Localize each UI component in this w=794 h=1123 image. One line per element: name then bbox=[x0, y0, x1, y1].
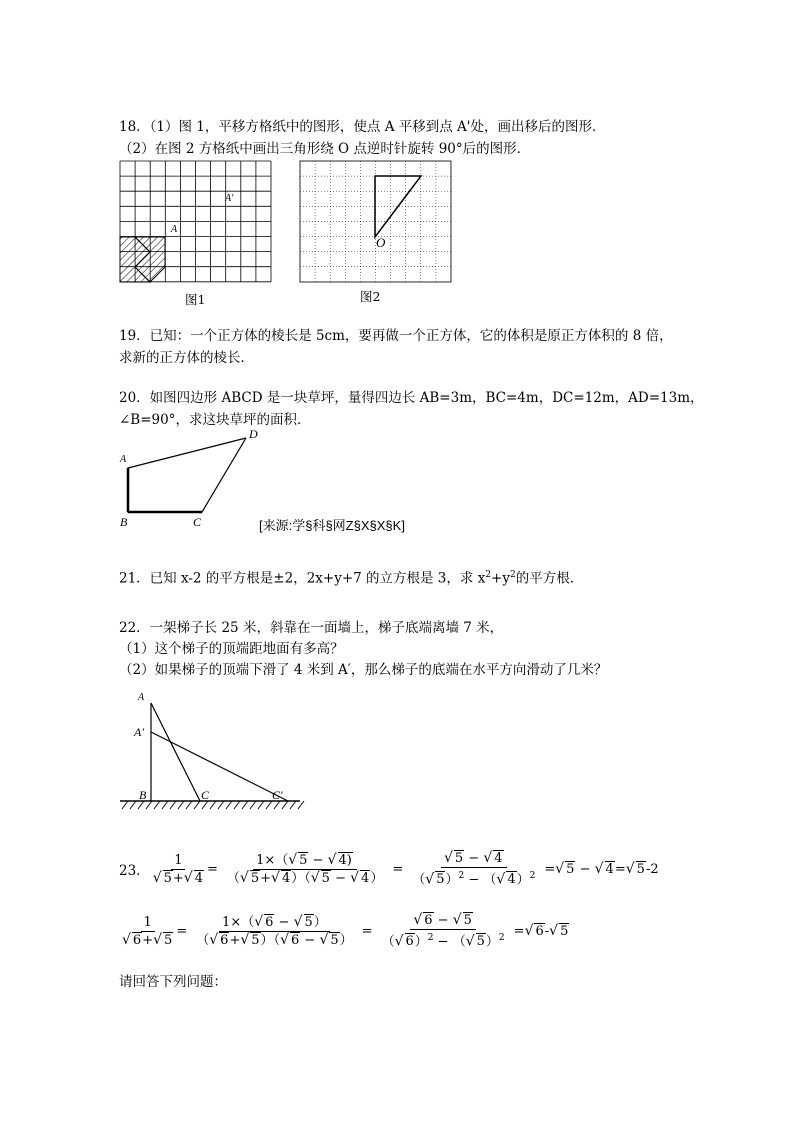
quadrilateral-figure bbox=[120, 430, 260, 520]
fig1-caption: 图1 bbox=[185, 292, 206, 307]
q22-label-B: B bbox=[139, 788, 147, 802]
q20-label-B: B bbox=[120, 515, 128, 529]
eq1-frac-c: $\frac{√ 5 - √ 4}{(√ 5)^2 - (√ 4)^2}$ bbox=[412, 850, 536, 888]
q23-number: 23． bbox=[119, 863, 150, 880]
q20-line2: ∠B=90°，求这块草坪的面积． bbox=[119, 412, 311, 428]
q22-line3: （2）如果梯子的顶端下滑了 4 米到 A′，那么梯子的底端在水平方向滑动了几米？ bbox=[119, 662, 608, 678]
q19-line1: 19．已知：一个正方体的棱长是 5cm，要再做一个正方体，它的体积是原正方体积的 8 倍， bbox=[119, 328, 673, 344]
q20-source-note: [来源:学§科§网Z§X§X§K] bbox=[259, 518, 405, 533]
q21-mid: +y bbox=[491, 570, 510, 587]
eq1-frac-b: $\frac{1\times(√ 5 - √ 4)}{(√ 5+√ 4)(√ 5 - √ 4)}$ bbox=[226, 851, 384, 886]
q23-equation-2: $\frac{1}{√ 6+√ 5}$ = $\frac{1\times(√ 6 - √ 5)}{(√ 6+√ 5)(√ 6 - √ 5)}$ = $\frac{√ 6 - √ 5}{(√ 6)^2 - (√ 5)^2}$ =√ 6-√ 5 bbox=[119, 912, 569, 950]
q22-label-A-prime: A′ bbox=[134, 725, 144, 739]
q18-line1: 18．（1）图 1，平移方格纸中的图形，使点 A 平移到点 A'处，画出移后的图形． bbox=[119, 119, 606, 135]
figure1-grid bbox=[120, 161, 274, 285]
eq1-frac-a: $\frac{1}{√ 5+√ 4}$ bbox=[152, 852, 203, 886]
q20-label-C: C bbox=[193, 515, 202, 529]
q23-equation-1: 23． $\frac{1}{√ 5+√ 4}$ = $\frac{1\times(√ 5 - √ 4)}{(√ 5+√ 4)(√ 5 - √ 4)}$ = $\frac{√ 5 - √ 4}{(√ 5)^2 - (√ 4)^2}$ =√ 5 − √ 4=√ 5-2 bbox=[119, 850, 659, 888]
q20-label-D: D bbox=[249, 427, 258, 441]
eq2-frac-c: $\frac{√ 6 - √ 5}{(√ 6)^2 - (√ 5)^2}$ bbox=[381, 912, 505, 950]
q20-label-A: A bbox=[120, 454, 127, 465]
q23-prompt: 请回答下列问题： bbox=[119, 974, 227, 990]
q22-line2: （1）这个梯子的顶端距地面有多高？ bbox=[119, 641, 344, 657]
q22-label-C: C bbox=[201, 788, 210, 802]
q22-line1: 22．一架梯子长 25 米，斜靠在一面墙上，梯子底端离墙 7 米， bbox=[119, 620, 504, 636]
q21-suffix: 的平方根． bbox=[515, 570, 584, 587]
q20-line1: 20．如图四边形 ABCD 是一块草坪，量得四边长 AB=3m，BC=4m，DC=12m，AD=13m， bbox=[119, 390, 704, 406]
q22-label-C-prime: C′ bbox=[272, 788, 283, 802]
fig1-label-A: A bbox=[171, 224, 178, 235]
eq2-frac-b: $\frac{1\times(√ 6 - √ 5)}{(√ 6+√ 5)(√ 6 - √ 5)}$ bbox=[196, 913, 353, 948]
eq2-frac-a: $\frac{1}{√ 6+√ 5}$ bbox=[122, 914, 173, 948]
q21-line bbox=[119, 566, 583, 588]
q22-label-A: A bbox=[138, 692, 145, 703]
fig1-label-A-prime: A' bbox=[225, 193, 234, 204]
q18-line2: （2）在图 2 方格纸中画出三角形绕 O 点逆时针旋转 90°后的图形． bbox=[119, 141, 531, 157]
figure2-grid bbox=[300, 161, 452, 283]
q21-sup1: 2 bbox=[485, 570, 492, 580]
fig2-caption: 图2 bbox=[360, 289, 381, 304]
q21-sup2: 2 bbox=[510, 570, 516, 580]
q19-line2: 求新的正方体的棱长． bbox=[119, 350, 254, 366]
q21-prefix: 21．已知 x-2 的平方根是±2，2x+y+7 的立方根是 3，求 x bbox=[119, 570, 486, 587]
fig2-label-O: O bbox=[376, 235, 386, 250]
